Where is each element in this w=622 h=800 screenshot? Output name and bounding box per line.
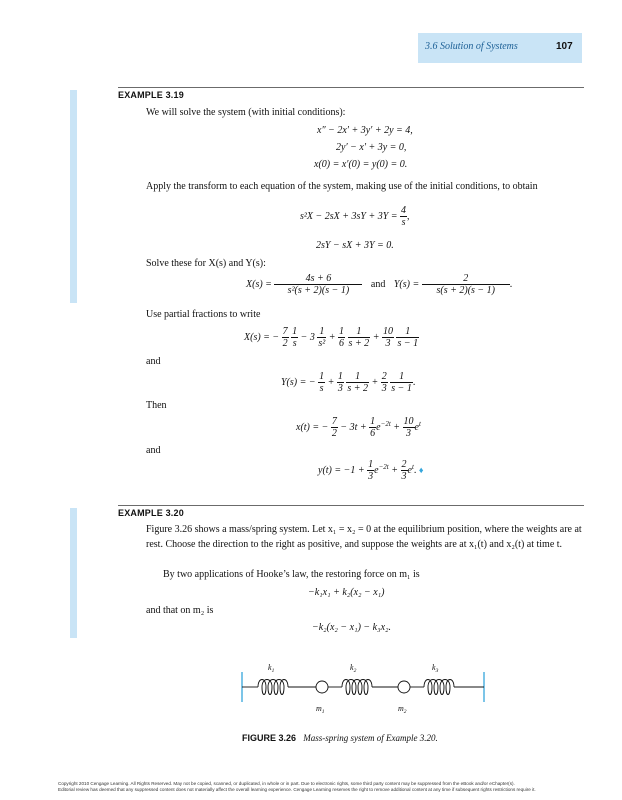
restoring-force-m1: −k₁x₁ + k₂(x₂ − x₁) — [308, 587, 385, 598]
example-3-19-title: EXAMPLE 3.19 — [118, 90, 184, 100]
solve-text: Solve these for X(s) and Y(s): — [146, 258, 266, 269]
example-3-20-paragraph-3: and that on m₂ is — [146, 605, 214, 616]
label-m2: $m_2$ — [398, 704, 407, 715]
figure-caption-text: Mass-spring system of Example 3.20. — [303, 733, 438, 743]
then-text: Then — [146, 400, 167, 411]
system-equation-1: x″ − 2x′ + 3y′ + 2y = 4, — [317, 125, 413, 136]
example-side-bar-2 — [70, 508, 77, 638]
example-rule-top-2 — [118, 505, 584, 506]
label-k1: $k_1$ — [268, 663, 275, 674]
example-rule-top — [118, 87, 584, 88]
copyright-line-1: Copyright 2010 Cengage Learning. All Rights Reserved. May not be copied, scanned, or duplicated, in whole or in part. Due to electronic rights, some third party content may be suppressed from the eBook and/or eChapter(s). — [58, 781, 515, 786]
example-3-20-title: EXAMPLE 3.20 — [118, 508, 184, 518]
restoring-force-m2: −k₂(x₂ − x₁) − k₃x₂. — [312, 622, 391, 633]
example-side-bar — [70, 90, 77, 303]
and-text-1: and — [146, 356, 161, 367]
example-3-20-paragraph-1: Figure 3.26 shows a mass/spring system. Let x₁ = x₂ = 0 at the equilibrium position, where the weights are at rest. Choose the direction to the right as positive, and suppose the weights are at x₁(t) and x₂(t) at time t. — [146, 524, 582, 550]
xt-solution: x(t) = − $\frac{7}{2}$ − 3t + $\frac{1}{6}$ $e^{-2t}$ + $\frac{10}{3}$ $e^t$ — [296, 416, 421, 439]
Ys-partial-fractions: Y(s) = − $\frac{1}{s}$ + $\frac{1}{3}$ $\frac{1}{s + 2}$ + $\frac{2}{3}$ $\frac{1}{s - 1}$ . — [281, 371, 416, 394]
mass-m2 — [398, 681, 410, 693]
yt-solution: y(t) = −1 + $\frac{1}{3}$ $e^{-2t}$ + $\frac{2}{3}$ $e^t$. ♦ — [318, 459, 424, 482]
figure-caption-label: FIGURE 3.26 — [242, 733, 297, 743]
spring-k2 — [342, 680, 372, 695]
transformed-equation-2: 2sY − sX + 3Y = 0. — [316, 240, 394, 251]
Xs-solution: X(s) = $\frac{4s + 6}{\text{s²(s + 2)(s − 1)}}$ and Y(s) = $\frac{2}{s(s + 2)(s - 1)}$ . — [246, 273, 513, 296]
Xs-partial-fractions: X(s) = − $\frac{7}{2}$ $\frac{1}{s}$ − 3 $\frac{1}{\text{s²}}$ + $\frac{1}{6}$ $\frac{1}{s + 2}$ + $\frac{10}{3}$ $\frac{1}{s - 1}$ — [244, 326, 419, 349]
page-number: 107 — [556, 41, 573, 52]
system-equation-2: 2y′ − x′ + 3y = 0, — [336, 142, 407, 153]
example-3-20-paragraph-2: By two applications of Hooke’s law, the restoring force on m₁ is — [163, 569, 420, 580]
mass-spring-figure — [236, 660, 496, 720]
mass-m1 — [316, 681, 328, 693]
label-k3: $k_3$ — [432, 663, 439, 674]
apply-transform-text: Apply the transform to each equation of the system, making use of the initial conditions, to obtain — [146, 181, 538, 192]
copyright-line-2: Editorial review has deemed that any suppressed content does not materially affect the overall learning experience. Cengage Learning reserves the right to remove additional content at any time if subsequent rights restrictions require it. — [58, 787, 536, 792]
section-title: 3.6 Solution of Systems — [425, 41, 518, 52]
intro-text: We will solve the system (with initial conditions): — [146, 107, 346, 118]
figure-caption — [242, 733, 438, 743]
spring-k1 — [258, 680, 288, 695]
and-text-2: and — [146, 445, 161, 456]
end-of-example-diamond-icon: ♦ — [418, 464, 424, 475]
label-k2: $k_2$ — [350, 663, 357, 674]
transformed-equation-1: s²X − 2sX + 3sY + 3Y = $\frac{4}{s}$ , — [300, 205, 410, 228]
partial-fractions-text: Use partial fractions to write — [146, 309, 261, 320]
spring-k3 — [424, 680, 454, 695]
fraction: $\frac{4}{s}$ — [401, 205, 407, 228]
initial-conditions: x(0) = x′(0) = y(0) = 0. — [314, 159, 408, 170]
label-m1: $m_1$ — [316, 704, 325, 715]
